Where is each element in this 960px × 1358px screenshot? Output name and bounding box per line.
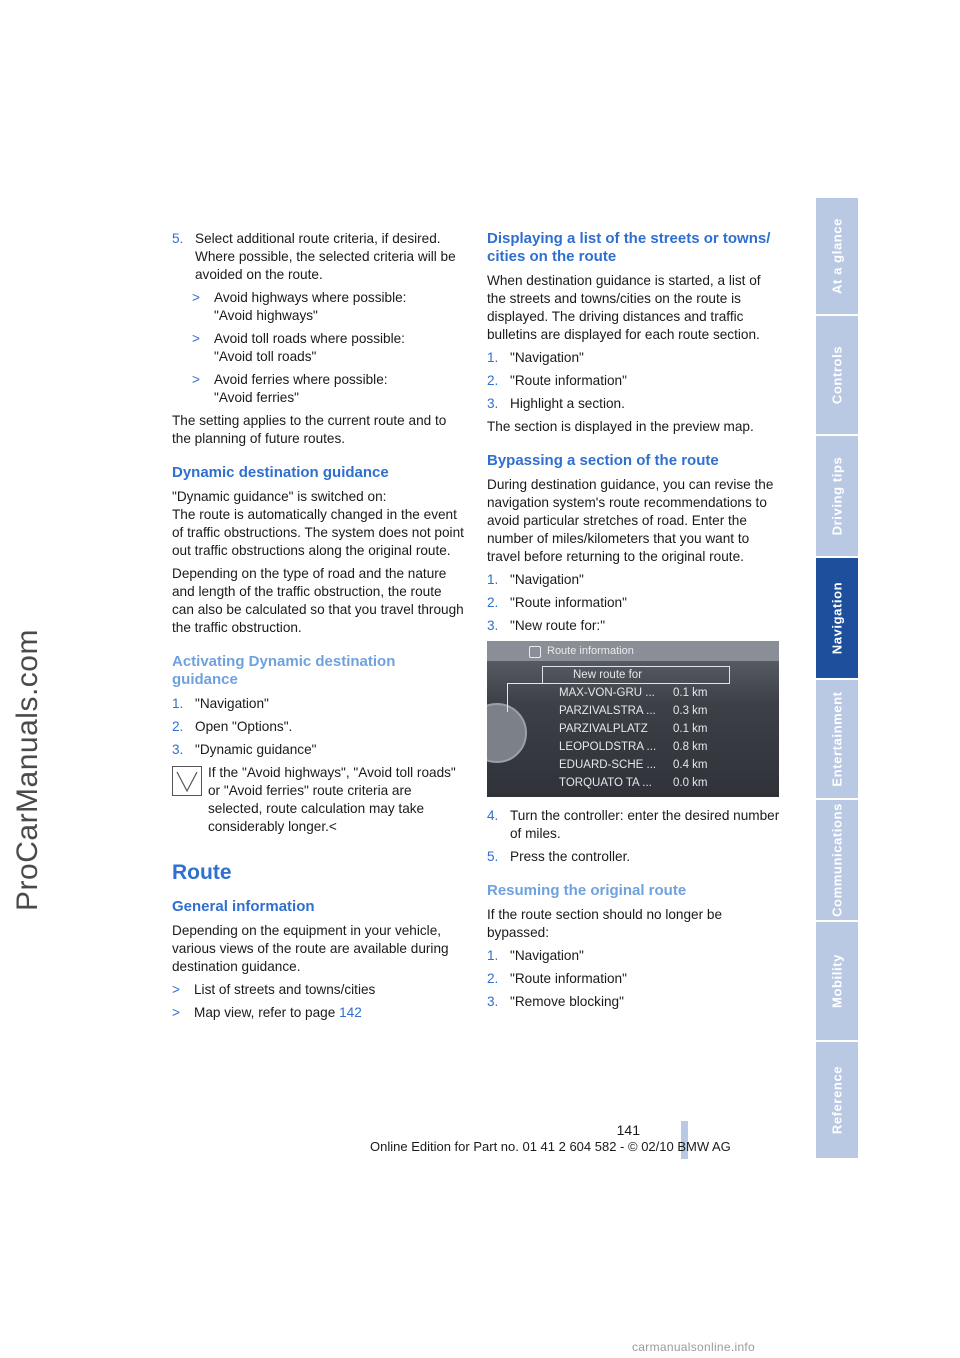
bullet-item: > Avoid ferries where possible: "Avoid ferries": [192, 372, 388, 405]
menu-item-new-route[interactable]: New route for: [542, 666, 730, 684]
route-section-row[interactable]: EDUARD-SCHE ... 0.4 km: [559, 759, 708, 771]
step-item: 2. "Route information": [487, 595, 627, 610]
route-information-screen: [487, 641, 779, 797]
controller-knob-icon: [487, 703, 527, 763]
bullet-item: > List of streets and towns/cities: [172, 982, 376, 997]
heading-list-streets: Displaying a list of the streets or towns/ cities on the route: [487, 230, 771, 265]
tab-navigation[interactable]: Navigation: [816, 558, 858, 680]
tab-entertainment[interactable]: Entertainment: [816, 680, 858, 800]
paragraph: Depending on the equipment in your vehicle, various views of the route are available during destination guidance.: [172, 923, 449, 974]
heading-dynamic-guidance: Dynamic destination guidance: [172, 464, 389, 481]
tab-mobility[interactable]: Mobility: [816, 922, 858, 1042]
heading-general-information: General information: [172, 898, 315, 915]
right-column: [487, 230, 782, 1016]
left-column: [172, 230, 464, 1027]
paragraph: The setting applies to the current route and to the planning of future routes.: [172, 413, 447, 446]
step-item: 1. "Navigation": [487, 350, 584, 365]
route-section-row[interactable]: TORQUATO TA ... 0.0 km: [559, 777, 708, 789]
step-item: 1. "Navigation": [487, 572, 584, 587]
footer-edition: Online Edition for Part no. 01 41 2 604 582 - © 02/10 BMW AG: [370, 1139, 731, 1154]
tab-communications[interactable]: Communications: [816, 800, 858, 922]
heading-resuming: Resuming the original route: [487, 882, 687, 899]
bullet-item: > Avoid toll roads where possible: "Avoid toll roads": [192, 331, 405, 364]
step-item: 2. Open "Options".: [172, 719, 293, 734]
tab-controls[interactable]: Controls: [816, 316, 858, 436]
tab-at-a-glance[interactable]: At a glance: [816, 198, 858, 316]
page-number: 141: [616, 1122, 640, 1138]
heading-route: Route: [172, 861, 232, 884]
heading-activating: Activating Dynamic destination guidance: [172, 653, 396, 688]
paragraph: "Dynamic guidance" is switched on: The route is automatically changed in the event of traffic obstructions. The system does not point out traffic obstructions along the original route.: [172, 489, 464, 558]
selection-connector: [507, 683, 544, 712]
watermark-bottom: carmanualsonline.info: [632, 1340, 756, 1354]
screen-header: Route information: [487, 641, 779, 661]
note-block: If the "Avoid highways", "Avoid toll roads" or "Avoid ferries" route criteria are selected, route calculation may take considerably longer.<: [172, 764, 464, 836]
bullet-item: > Map view, refer to page 142: [172, 1005, 362, 1020]
tab-driving-tips[interactable]: Driving tips: [816, 436, 858, 558]
step-item: 5. Press the controller.: [487, 849, 631, 864]
step-item: 4. Turn the controller: enter the desired number of miles.: [487, 808, 780, 841]
paragraph: The section is displayed in the preview map.: [487, 419, 754, 434]
paragraph: During destination guidance, you can revise the navigation system's route recommendations to avoid particular stretches of road. Enter the number of miles/kilometers that you want to travel before returning to the original route.: [487, 477, 774, 564]
route-icon: [529, 646, 541, 658]
route-section-row[interactable]: PARZIVALPLATZ 0.1 km: [559, 723, 708, 735]
step-item: 3. "New route for:": [487, 618, 606, 633]
step-item: 3. "Remove blocking": [487, 994, 624, 1009]
step-item: 2. "Route information": [487, 971, 627, 986]
watermark-vertical: [8, 560, 48, 980]
heading-bypassing: Bypassing a section of the route: [487, 452, 719, 469]
step-item: 3. Highlight a section.: [487, 396, 625, 411]
page-link[interactable]: 142: [339, 1005, 362, 1020]
chapter-tabs: [816, 198, 858, 1160]
step-item: 1. "Navigation": [172, 696, 269, 711]
step-item: 5. Select additional route criteria, if desired. Where possible, the selected criteria will be avoided on the route.: [172, 231, 456, 282]
paragraph: If the route section should no longer be bypassed:: [487, 907, 723, 940]
step-item: 3. "Dynamic guidance": [172, 742, 317, 757]
bullet-item: > Avoid highways where possible: "Avoid highways": [192, 290, 407, 323]
route-section-row[interactable]: PARZIVALSTRA ... 0.3 km: [559, 705, 708, 717]
route-section-row[interactable]: MAX-VON-GRU ... 0.1 km: [559, 687, 708, 699]
step-item: 1. "Navigation": [487, 948, 584, 963]
paragraph: When destination guidance is started, a list of the streets and towns/cities on the route is displayed. The driving distances and traffic bulletins are displayed for each route section.: [487, 273, 761, 342]
tab-reference[interactable]: Reference: [816, 1042, 858, 1160]
paragraph: Depending on the type of road and the nature and length of the traffic obstruction, the route can also be calculated so that you travel through the traffic obstruction.: [172, 566, 464, 635]
watermark-text: ProCarManuals.com: [11, 629, 44, 911]
note-triangle-icon: [172, 766, 202, 796]
step-item: 2. "Route information": [487, 373, 627, 388]
route-section-row[interactable]: LEOPOLDSTRA ... 0.8 km: [559, 741, 708, 753]
